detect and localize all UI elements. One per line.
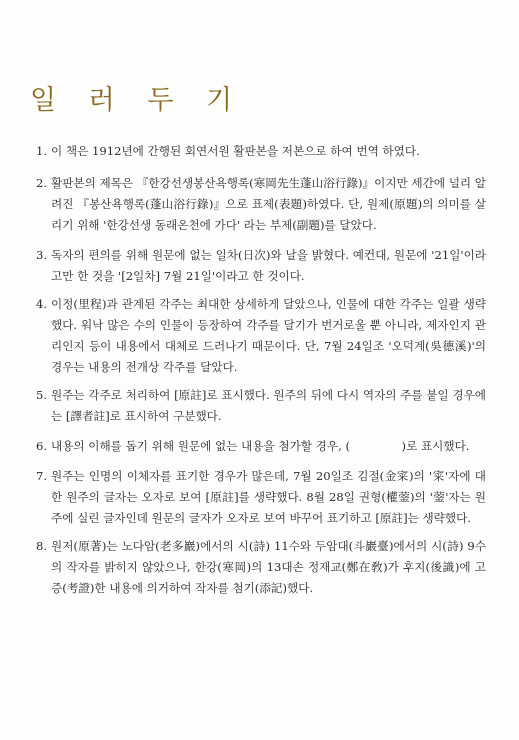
- item-number: 7.: [36, 469, 48, 483]
- list-item: [36, 436, 486, 457]
- list-item: [36, 141, 486, 162]
- item-text: 이 책은 1912년에 간행된 회연서원 활판본을 저본으로 하여 번역 하였다.: [51, 144, 420, 158]
- item-number: 5.: [36, 388, 48, 402]
- item-text: 독자의 편의를 위해 원문에 없는 일차(日次)와 날을 밝혔다. 예컨대, 원문에 '21일'이라고만 한 것을 '[2일차] 7월 21일'이라고 한 것이다.: [51, 248, 486, 283]
- list-item: [36, 385, 486, 427]
- item-text: 원저(原著)는 노다암(老多巖)에서의 시(詩) 11수와 두암대(斗巖臺)에서의 시(詩) 9수의 작자를 밝히지 않았으나, 한강(寒岡)의 13대손 정재교(鄭在敎)가 후지(後識)에 고증(考證)한 내용에 의거하여 작자를 첨기(添記)했다.: [51, 539, 486, 595]
- item-text: 원주는 각주로 처리하여 [原註]로 표시했다. 원주의 뒤에 다시 역자의 주를 붙일 경우에는 [譯者註]로 표시하여 구분했다.: [51, 388, 486, 423]
- notes-list: [36, 141, 486, 599]
- item-text: 활판본의 제목은 『한강선생봉산욕행록(寒岡先生蓬山浴行錄)』이지만 세간에 널리 알려진 『봉산욕행록(蓬山浴行錄)』으로 표제(表題)하였다. 단, 원제(原題)의 의미를 살리기 위해 '한강선생 동래온천에 가다' 라는 부제(副題)를 달았다.: [51, 176, 486, 232]
- list-item: [36, 245, 486, 287]
- item-number: 1.: [36, 144, 48, 158]
- item-number: 2.: [36, 176, 48, 190]
- list-item: [36, 466, 486, 529]
- list-item: [36, 536, 486, 599]
- item-number: 3.: [36, 248, 48, 262]
- page-title: 일 러 두 기: [30, 85, 245, 116]
- item-number: 6.: [36, 439, 48, 453]
- item-text: 이정(里程)과 관계된 각주는 최대한 상세하게 달았으나, 인물에 대한 각주는 일괄 생략했다. 워낙 많은 수의 인물이 등장하여 각주를 달기가 번거로울 뿐 아니라, 제자인지 관리인지 등이 내용에서 대체로 드러나기 때문이다. 단, 7월 24일조 '오덕계(吳德溪)'의 경우는 내용의 전개상 각주를 달았다.: [51, 297, 486, 374]
- item-text: 원주는 인명의 이체자를 표기한 경우가 많은데, 7월 20일조 김절(金寀)의 '寀'자에 대한 원주의 글자는 오자로 보여 [原註]를 생략했다. 8월 28일 권형(權蓥)의 '蓥'자는 원주에 실린 글자인데 원문의 글자가 오자로 보여 바꾸어 표기하고 [原註]는 생략했다.: [51, 469, 486, 525]
- item-number: 8.: [36, 539, 48, 553]
- list-item: [36, 294, 486, 378]
- list-item: [36, 173, 486, 236]
- item-number: 4.: [36, 297, 48, 311]
- item-text: 내용의 이해를 돕기 위해 원문에 없는 내용을 첨가할 경우, ( )로 표시했다.: [51, 439, 470, 453]
